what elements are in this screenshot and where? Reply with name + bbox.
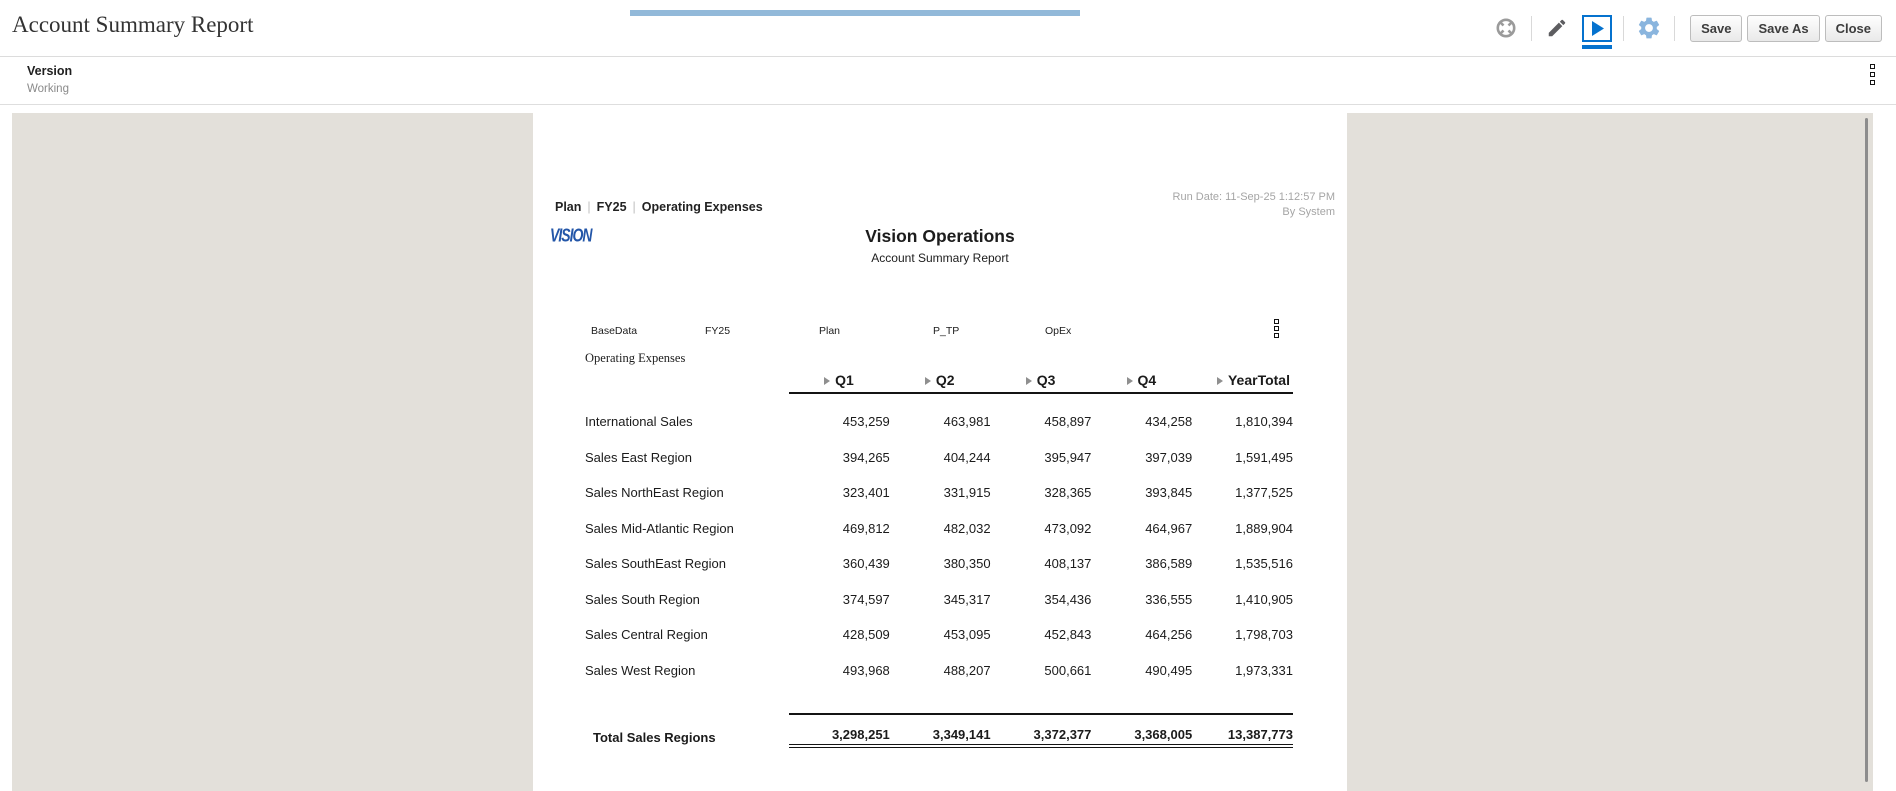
total-value-cell: 3,298,251 [789,713,890,748]
value-cell: 360,439 [842,556,890,572]
report-page [533,113,1347,791]
value-cell: 453,095 [943,627,991,643]
pov-member-basedata[interactable]: BaseData [591,325,638,337]
expand-triangle-icon[interactable] [925,377,931,385]
close-button[interactable]: Close [1825,15,1882,42]
value-cell: 1,798,703 [1235,627,1293,643]
row-label: Sales East Region [585,449,692,465]
value-cell: 397,039 [1145,449,1193,465]
value-cell: 469,812 [842,520,890,536]
row-dimension-label: Operating Expenses [585,351,686,365]
column-header-label: YearTotal [1227,372,1290,388]
run-preview-play-icon[interactable] [1582,15,1612,42]
column-header-yeartotal [1192,370,1293,394]
table-row [585,582,1293,618]
total-row [585,713,1293,748]
total-value-cell: 3,349,141 [890,713,991,748]
total-row-label: Total Sales Regions [593,730,716,745]
report-pov-breadcrumb [555,200,763,214]
column-header-q3 [991,370,1092,394]
row-label: Sales SouthEast Region [585,556,726,572]
value-cell: 464,256 [1145,627,1193,643]
save-button[interactable]: Save [1690,15,1742,42]
column-header-label: Q4 [1137,372,1157,388]
settings-gear-icon[interactable] [1635,14,1663,42]
table-body [585,394,1293,688]
run-date-line: Run Date: 11-Sep-25 1:12:57 PM [1172,191,1335,203]
toolbar-divider [1623,16,1624,41]
value-cell: 1,377,525 [1235,485,1293,501]
value-cell: 374,597 [842,591,890,607]
table-header-row [585,370,1293,394]
row-label: Sales Central Region [585,627,708,643]
version-value[interactable]: Working [27,83,69,95]
table-row [585,440,1293,476]
row-label: Sales South Region [585,591,700,607]
value-cell: 328,365 [1044,485,1092,501]
pov-separator: | [587,200,591,214]
value-cell: 482,032 [943,520,991,536]
expand-triangle-icon[interactable] [1026,377,1032,385]
value-cell: 380,350 [943,556,991,572]
vertical-scrollbar[interactable] [1865,118,1868,782]
table-row [585,617,1293,653]
value-cell: 1,410,905 [1235,591,1293,607]
pov-member-plan[interactable]: Plan [819,325,841,337]
table-row [585,475,1293,511]
column-header-label: Q1 [835,372,854,388]
value-cell: 473,092 [1044,520,1092,536]
value-cell: 500,661 [1044,662,1092,678]
report-subtitle: Account Summary Report [871,251,1009,265]
version-actions-kebab-icon[interactable] [1870,64,1875,85]
pov-path-member[interactable]: Plan [555,200,582,214]
save-as-button[interactable]: Save As [1747,15,1819,42]
value-cell: 493,968 [842,662,890,678]
column-header-q2 [890,370,991,394]
value-cell: 453,259 [842,414,890,430]
top-toolbar [0,0,1896,57]
value-cell: 354,436 [1044,591,1092,607]
pov-path-member[interactable]: FY25 [596,200,627,214]
page-title: Account Summary Report [12,12,254,37]
expand-triangle-icon[interactable] [1127,377,1133,385]
toolbar-actions [1492,11,1882,45]
table-row [585,653,1293,689]
value-cell: 1,889,904 [1235,520,1293,536]
value-cell: 1,591,495 [1235,449,1293,465]
vision-logo: VISION [550,224,592,246]
toolbar-divider [1531,16,1532,41]
value-cell: 331,915 [943,485,991,501]
total-value-cell: 3,368,005 [1091,713,1192,748]
edit-pencil-icon[interactable] [1543,14,1571,42]
column-header-q1 [789,370,890,394]
report-table [585,370,1293,748]
total-value-cell: 3,372,377 [991,713,1092,748]
report-title: Vision Operations [865,226,1015,246]
pov-member-p_tp[interactable]: P_TP [933,325,960,337]
pov-wheel-icon[interactable] [1492,14,1520,42]
pov-member-opex[interactable]: OpEx [1045,325,1072,337]
row-label: Sales NorthEast Region [585,485,724,501]
value-cell: 323,401 [842,485,890,501]
value-cell: 1,973,331 [1235,662,1293,678]
value-cell: 458,897 [1044,414,1092,430]
expand-triangle-icon[interactable] [1217,377,1223,385]
value-cell: 394,265 [842,449,890,465]
toolbar-divider [1674,16,1675,41]
total-value-cell: 13,387,773 [1192,713,1293,748]
run-date-block [1173,190,1335,220]
report-preview-canvas [12,113,1873,791]
value-cell: 1,810,394 [1235,414,1293,430]
version-bar [0,57,1896,105]
value-cell: 345,317 [943,591,991,607]
value-cell: 1,535,516 [1235,556,1293,572]
value-cell: 395,947 [1044,449,1092,465]
table-row [585,404,1293,440]
value-cell: 393,845 [1145,485,1193,501]
loading-progress-bar [630,10,1080,16]
table-row [585,546,1293,582]
value-cell: 490,495 [1145,662,1193,678]
toolbar-buttons [1690,15,1882,42]
row-label: Sales Mid-Atlantic Region [585,520,734,536]
value-cell: 336,555 [1145,591,1193,607]
value-cell: 452,843 [1044,627,1092,643]
pov-path-member[interactable]: Operating Expenses [641,200,763,214]
value-cell: 428,509 [842,627,890,643]
value-cell: 464,967 [1145,520,1193,536]
column-header-label: Q2 [935,372,955,388]
expand-triangle-icon[interactable] [824,377,830,385]
row-label: Sales West Region [585,662,696,678]
value-cell: 408,137 [1044,556,1092,572]
pov-member-fy25[interactable]: FY25 [705,325,731,337]
value-cell: 404,244 [943,449,991,465]
column-header-q4 [1091,370,1192,394]
value-cell: 488,207 [943,662,991,678]
report-actions-kebab-icon[interactable] [1274,319,1279,338]
value-cell: 434,258 [1145,414,1193,430]
table-row [585,511,1293,547]
pov-separator: | [632,200,636,214]
value-cell: 463,981 [943,414,991,430]
column-header-label: Q3 [1036,372,1056,388]
run-by-line: By System [1282,206,1335,218]
version-label: Version [27,64,73,78]
value-cell: 386,589 [1145,556,1193,572]
row-label: International Sales [585,414,693,430]
